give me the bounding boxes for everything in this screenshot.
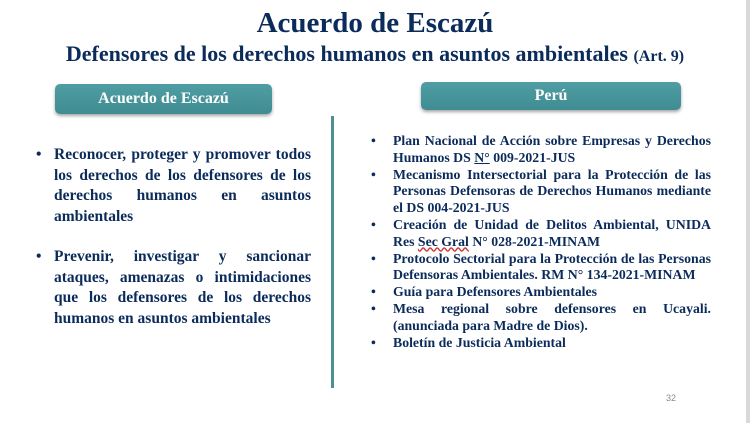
bullet-icon: •	[371, 133, 376, 148]
right-column-header: Perú	[421, 82, 681, 110]
list-item: • Creación de Unidad de Delitos Ambiental, UNIDA Res Sec Gral N° 028-2021-MINAM	[371, 216, 711, 249]
subtitle-article: (Art. 9)	[633, 48, 685, 65]
left-bullet-list	[36, 145, 311, 349]
bullet-icon: •	[371, 250, 376, 266]
slide-subtitle	[0, 40, 750, 71]
bullet-icon: •	[36, 146, 42, 163]
left-column-header: Acuerdo de Escazú	[55, 84, 272, 114]
bullet-icon: •	[371, 284, 376, 300]
list-item: • Guía para Defensores Ambientales	[371, 284, 598, 300]
bullet-icon: •	[371, 166, 376, 182]
page-number: 32	[666, 393, 677, 403]
list-item: • Protocolo Sectorial para la Protección de las Personas Defensoras Ambientales. RM N° 134-2021-MINAM	[371, 250, 711, 283]
subtitle-text: Defensores de los derechos humanos en asuntos ambientales	[65, 41, 628, 66]
window-edge	[746, 0, 750, 423]
list-item: • Mesa regional sobre defensores en Ucayali. (anunciada para Madre de Dios).	[371, 300, 711, 333]
list-item: • Boletín de Justicia Ambiental	[371, 334, 566, 350]
bullet-icon: •	[371, 216, 376, 232]
bullet-icon: •	[371, 334, 376, 350]
list-item: • Reconocer, proteger y promover todos los derechos de los defensores de los derechos humanos en asuntos ambientales	[36, 146, 311, 225]
column-divider	[331, 116, 334, 388]
list-item: • Prevenir, investigar y sancionar ataques, amenazas o intimidaciones que los defensores de los derechos humanos en asuntos ambientales	[36, 248, 311, 327]
slide-title: Acuerdo de Escazú	[256, 7, 494, 39]
right-bullet-list	[371, 133, 711, 351]
list-item: • Plan Nacional de Acción sobre Empresas y Derechos Humanos DS N° 009-2021-JUS	[371, 133, 711, 165]
list-item: • Mecanismo Intersectorial para la Protección de las Personas Defensoras de Derechos Humanos mediante el DS 004-2021-JUS	[371, 166, 711, 216]
bullet-icon: •	[36, 248, 42, 265]
bullet-icon: •	[371, 300, 376, 316]
